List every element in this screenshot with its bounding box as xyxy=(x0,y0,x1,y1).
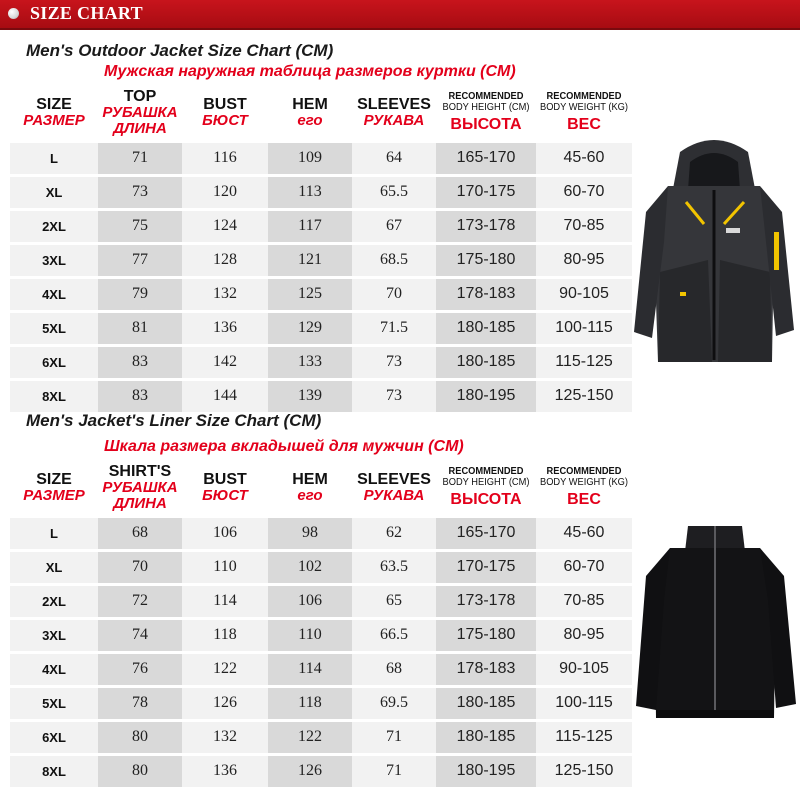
liner-header-cell xyxy=(98,461,182,516)
table-cell: 116 xyxy=(182,141,268,175)
size-cell: 4XL xyxy=(10,652,98,686)
table-cell: 126 xyxy=(182,686,268,720)
outdoor-size-table xyxy=(10,86,632,412)
header-label-en: SHIRT'S xyxy=(108,463,172,481)
table-cell: 180-185 xyxy=(436,345,536,379)
header-label-ru: его xyxy=(297,112,323,130)
table-cell: 165-170 xyxy=(436,516,536,550)
table-cell: 71 xyxy=(352,720,436,754)
table-cell: 98 xyxy=(268,516,352,550)
table-cell: 180-185 xyxy=(436,720,536,754)
table-cell: 144 xyxy=(182,379,268,412)
table-cell: 100-115 xyxy=(536,311,632,345)
table-cell: 115-125 xyxy=(536,720,632,754)
outdoor-header-cell xyxy=(536,86,632,141)
table-cell: 114 xyxy=(182,584,268,618)
header-label-ru: его xyxy=(297,487,323,505)
table-cell: 73 xyxy=(98,175,182,209)
table-cell: 80 xyxy=(98,754,182,787)
outdoor-table-body xyxy=(10,141,632,412)
table-cell: 109 xyxy=(268,141,352,175)
table-row xyxy=(10,720,632,754)
table-cell: 71 xyxy=(352,754,436,787)
table-cell: 83 xyxy=(98,379,182,412)
header-label-ru: ВЫСОТА xyxy=(450,490,522,508)
table-cell: 173-178 xyxy=(436,584,536,618)
table-cell: 124 xyxy=(182,209,268,243)
size-cell: 3XL xyxy=(10,243,98,277)
size-cell: 5XL xyxy=(10,686,98,720)
table-cell: 120 xyxy=(182,175,268,209)
header-label-ru: БЮСТ xyxy=(202,112,248,130)
table-cell: 136 xyxy=(182,754,268,787)
table-cell: 128 xyxy=(182,243,268,277)
table-cell: 180-185 xyxy=(436,311,536,345)
header-label-sub: BODY HEIGHT (CM) xyxy=(442,101,530,113)
table-cell: 65 xyxy=(352,584,436,618)
table-row xyxy=(10,141,632,175)
liner-header-cell xyxy=(352,461,436,516)
table-cell: 118 xyxy=(268,686,352,720)
size-cell: L xyxy=(10,516,98,550)
table-cell: 73 xyxy=(352,345,436,379)
table-cell: 170-175 xyxy=(436,175,536,209)
outdoor-header-row xyxy=(10,86,632,141)
header-label-sub: BODY WEIGHT (KG) xyxy=(539,476,629,488)
table-cell: 74 xyxy=(98,618,182,652)
table-cell: 136 xyxy=(182,311,268,345)
table-cell: 178-183 xyxy=(436,652,536,686)
size-cell: 2XL xyxy=(10,209,98,243)
table-cell: 110 xyxy=(182,550,268,584)
header-label-en: SIZE xyxy=(36,471,72,489)
table-row xyxy=(10,311,632,345)
header-label-en: RECOMMENDED xyxy=(448,90,524,102)
table-cell: 132 xyxy=(182,277,268,311)
liner-header-cell xyxy=(182,461,268,516)
size-cell: XL xyxy=(10,550,98,584)
liner-header-cell xyxy=(436,461,536,516)
outdoor-title-ru: Мужская наружная таблица размеров куртки (CM) xyxy=(104,63,516,80)
size-cell: 4XL xyxy=(10,277,98,311)
liner-jacket-image xyxy=(630,520,800,730)
size-cell: 6XL xyxy=(10,345,98,379)
size-cell: 6XL xyxy=(10,720,98,754)
table-row xyxy=(10,345,632,379)
table-cell: 70 xyxy=(98,550,182,584)
header-label-ru: РУБАШКА ДЛИНА xyxy=(102,479,178,513)
table-cell: 180-195 xyxy=(436,754,536,787)
liner-title-ru: Шкала размера вкладышей для мужчин (CM) xyxy=(104,438,464,455)
size-cell: 2XL xyxy=(10,584,98,618)
header-label-en: HEM xyxy=(292,471,328,489)
header-label-ru: ВЕС xyxy=(567,115,601,133)
header-label-en: SIZE xyxy=(36,96,72,114)
header-label-en: RECOMMENDED xyxy=(448,465,524,477)
table-cell: 175-180 xyxy=(436,618,536,652)
table-cell: 117 xyxy=(268,209,352,243)
table-cell: 121 xyxy=(268,243,352,277)
size-chart-banner xyxy=(0,0,800,30)
table-cell: 72 xyxy=(98,584,182,618)
table-cell: 71 xyxy=(98,141,182,175)
table-cell: 139 xyxy=(268,379,352,412)
table-cell: 70 xyxy=(352,277,436,311)
table-row xyxy=(10,754,632,787)
outdoor-header-cell xyxy=(10,86,98,141)
header-label-en: SLEEVES xyxy=(357,96,431,114)
table-cell: 132 xyxy=(182,720,268,754)
size-cell: 8XL xyxy=(10,754,98,787)
table-cell: 79 xyxy=(98,277,182,311)
header-label-ru: ВЫСОТА xyxy=(450,115,522,133)
outdoor-header-cell xyxy=(436,86,536,141)
table-cell: 165-170 xyxy=(436,141,536,175)
outdoor-title-en: Men's Outdoor Jacket Size Chart (CM) xyxy=(26,41,334,60)
table-cell: 90-105 xyxy=(536,652,632,686)
table-cell: 100-115 xyxy=(536,686,632,720)
table-cell: 115-125 xyxy=(536,345,632,379)
header-label-ru: ВЕС xyxy=(567,490,601,508)
table-cell: 65.5 xyxy=(352,175,436,209)
table-cell: 180-195 xyxy=(436,379,536,412)
liner-header-cell xyxy=(536,461,632,516)
table-row xyxy=(10,550,632,584)
header-label-ru: РУКАВА xyxy=(363,112,425,130)
table-cell: 80-95 xyxy=(536,618,632,652)
liner-size-table xyxy=(10,461,632,787)
table-cell: 67 xyxy=(352,209,436,243)
table-cell: 133 xyxy=(268,345,352,379)
outdoor-header-cell xyxy=(352,86,436,141)
table-cell: 60-70 xyxy=(536,550,632,584)
table-cell: 80-95 xyxy=(536,243,632,277)
table-cell: 73 xyxy=(352,379,436,412)
header-label-ru: РУКАВА xyxy=(363,487,425,505)
size-cell: 5XL xyxy=(10,311,98,345)
table-row xyxy=(10,379,632,412)
table-cell: 118 xyxy=(182,618,268,652)
outdoor-header-cell xyxy=(182,86,268,141)
table-cell: 68 xyxy=(98,516,182,550)
table-cell: 170-175 xyxy=(436,550,536,584)
size-cell: 3XL xyxy=(10,618,98,652)
table-cell: 173-178 xyxy=(436,209,536,243)
table-cell: 114 xyxy=(268,652,352,686)
table-cell: 45-60 xyxy=(536,516,632,550)
table-cell: 83 xyxy=(98,345,182,379)
header-label-en: SLEEVES xyxy=(357,471,431,489)
size-cell: XL xyxy=(10,175,98,209)
header-label-ru: РАЗМЕР xyxy=(23,487,85,505)
table-cell: 90-105 xyxy=(536,277,632,311)
table-cell: 129 xyxy=(268,311,352,345)
table-cell: 122 xyxy=(182,652,268,686)
table-cell: 80 xyxy=(98,720,182,754)
table-cell: 125 xyxy=(268,277,352,311)
table-cell: 68.5 xyxy=(352,243,436,277)
table-cell: 126 xyxy=(268,754,352,787)
table-cell: 62 xyxy=(352,516,436,550)
table-cell: 122 xyxy=(268,720,352,754)
table-row xyxy=(10,175,632,209)
header-label-sub: BODY WEIGHT (KG) xyxy=(539,101,629,113)
header-label-en: TOP xyxy=(123,88,157,106)
table-cell: 70-85 xyxy=(536,584,632,618)
table-cell: 70-85 xyxy=(536,209,632,243)
table-cell: 178-183 xyxy=(436,277,536,311)
table-cell: 125-150 xyxy=(536,754,632,787)
size-cell: L xyxy=(10,141,98,175)
header-label-en: RECOMMENDED xyxy=(546,465,622,477)
header-label-en: RECOMMENDED xyxy=(546,90,622,102)
table-cell: 180-185 xyxy=(436,686,536,720)
table-cell: 113 xyxy=(268,175,352,209)
table-row xyxy=(10,209,632,243)
table-cell: 60-70 xyxy=(536,175,632,209)
table-cell: 81 xyxy=(98,311,182,345)
liner-title-en: Men's Jacket's Liner Size Chart (CM) xyxy=(26,411,322,430)
table-row xyxy=(10,686,632,720)
table-cell: 110 xyxy=(268,618,352,652)
header-label-ru: РУБАШКА ДЛИНА xyxy=(102,104,178,138)
header-label-en: BUST xyxy=(203,471,247,489)
outdoor-header-cell xyxy=(268,86,352,141)
table-row xyxy=(10,516,632,550)
header-label-en: BUST xyxy=(203,96,247,114)
header-label-sub: BODY HEIGHT (CM) xyxy=(442,476,530,488)
table-cell: 63.5 xyxy=(352,550,436,584)
table-cell: 77 xyxy=(98,243,182,277)
table-cell: 175-180 xyxy=(436,243,536,277)
header-label-en: HEM xyxy=(292,96,328,114)
banner-title: SIZE CHART xyxy=(30,3,143,23)
liner-header-cell xyxy=(10,461,98,516)
table-cell: 125-150 xyxy=(536,379,632,412)
table-cell: 76 xyxy=(98,652,182,686)
table-row xyxy=(10,277,632,311)
table-cell: 71.5 xyxy=(352,311,436,345)
table-cell: 75 xyxy=(98,209,182,243)
table-cell: 142 xyxy=(182,345,268,379)
table-cell: 64 xyxy=(352,141,436,175)
table-cell: 102 xyxy=(268,550,352,584)
table-cell: 45-60 xyxy=(536,141,632,175)
liner-header-cell xyxy=(268,461,352,516)
table-row xyxy=(10,618,632,652)
liner-table-body xyxy=(10,516,632,787)
table-cell: 69.5 xyxy=(352,686,436,720)
header-label-ru: БЮСТ xyxy=(202,487,248,505)
table-cell: 66.5 xyxy=(352,618,436,652)
table-cell: 68 xyxy=(352,652,436,686)
header-label-ru: РАЗМЕР xyxy=(23,112,85,130)
outdoor-jacket-image xyxy=(628,132,800,382)
table-row xyxy=(10,652,632,686)
table-row xyxy=(10,243,632,277)
table-cell: 106 xyxy=(268,584,352,618)
bullet-icon xyxy=(8,8,19,19)
outdoor-header-cell xyxy=(98,86,182,141)
liner-header-row xyxy=(10,461,632,516)
table-cell: 106 xyxy=(182,516,268,550)
table-cell: 78 xyxy=(98,686,182,720)
size-cell: 8XL xyxy=(10,379,98,412)
table-row xyxy=(10,584,632,618)
